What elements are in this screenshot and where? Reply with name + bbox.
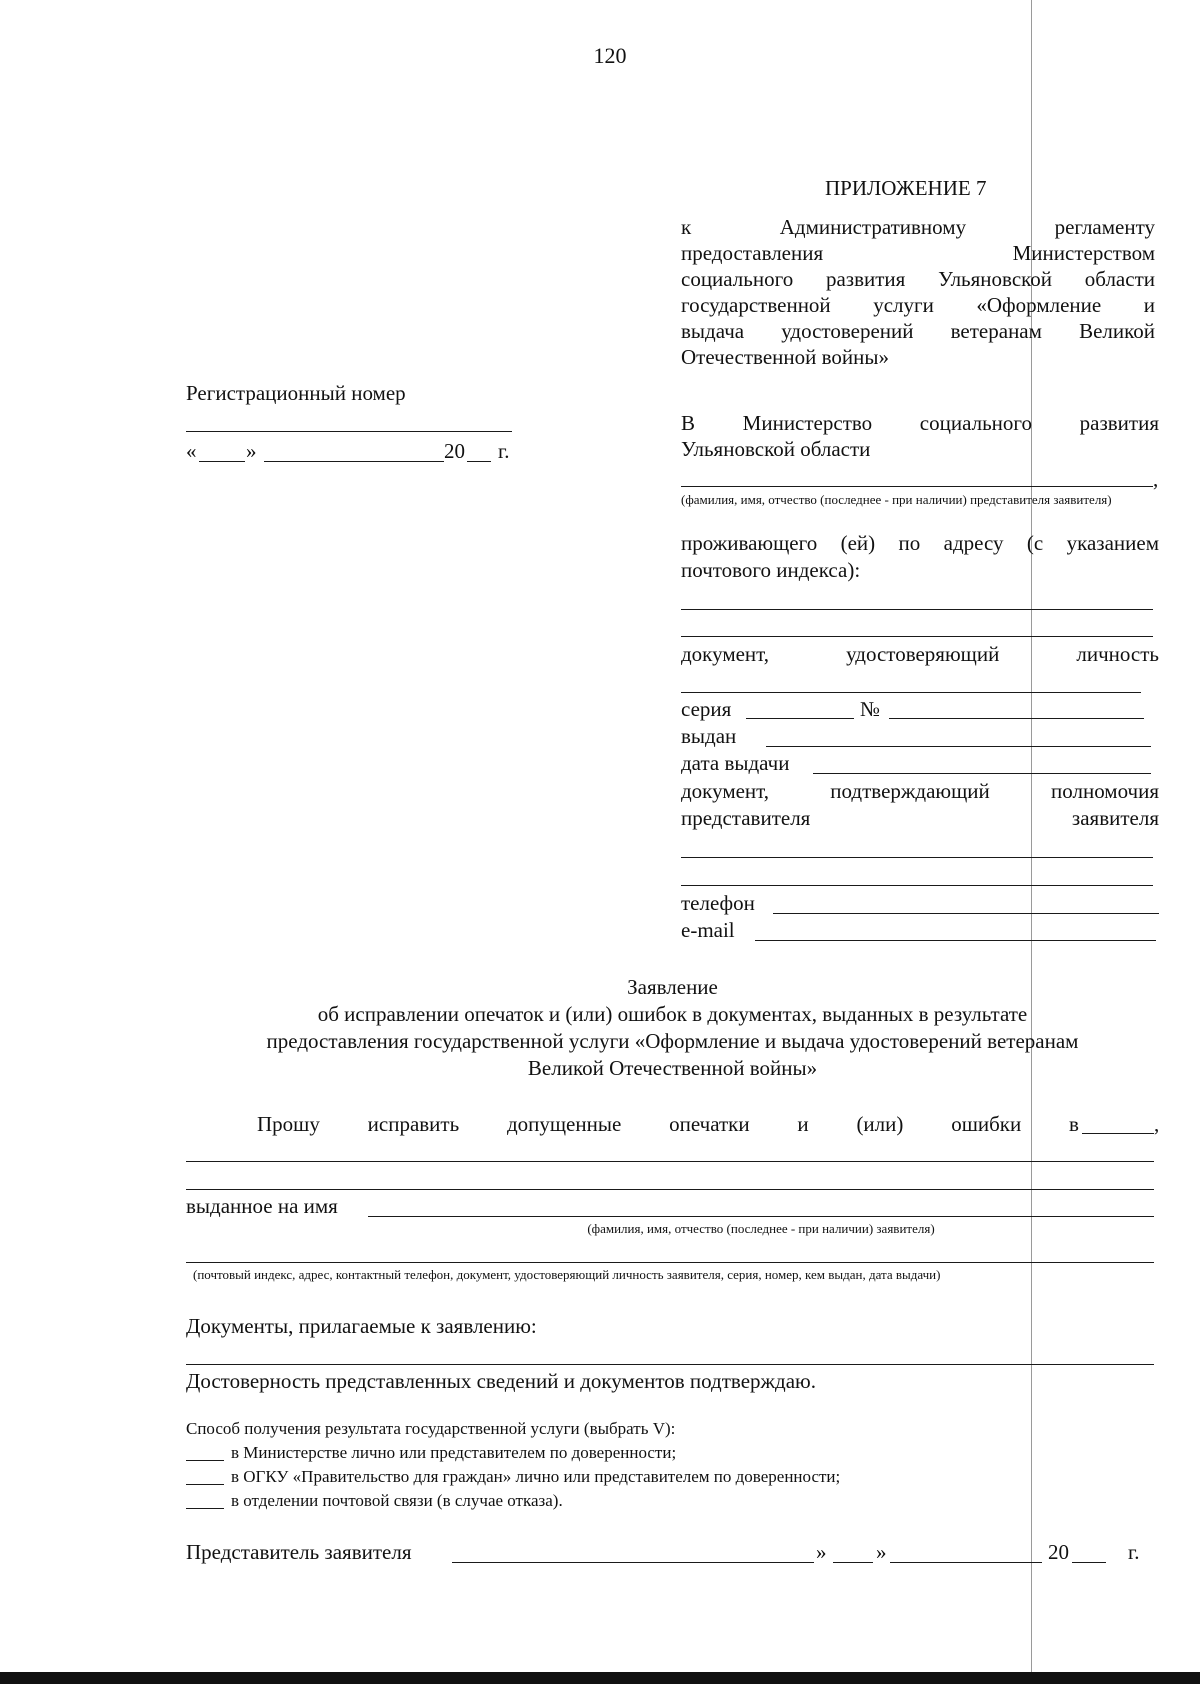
issued-field[interactable]	[766, 746, 1151, 747]
id-document-field[interactable]	[681, 692, 1141, 693]
signature-year-field[interactable]	[1072, 1562, 1106, 1563]
applicant-contacts-hint: (почтовый индекс, адрес, контактный телефон, документ, удостоверяющий личность заявителя, серия, номер, кем выдан, дата выдачи)	[193, 1267, 941, 1282]
issue-date-field[interactable]	[813, 773, 1151, 774]
applicant-name-field[interactable]	[368, 1216, 1154, 1217]
number-field[interactable]	[889, 718, 1144, 719]
request-word: в	[1069, 1112, 1079, 1136]
comma: ,	[1154, 1112, 1160, 1136]
applicant-name-hint: (фамилия, имя, отчество (последнее - при наличии) заявителя)	[587, 1221, 935, 1236]
email-field[interactable]	[755, 940, 1156, 941]
authority-line: документ, подтверждающий полномочия	[681, 779, 1159, 803]
signature-year-prefix: 20	[1048, 1540, 1069, 1564]
registration-month-field[interactable]	[264, 461, 444, 462]
method-checkbox-3[interactable]	[186, 1508, 224, 1509]
request-word: опечатки	[669, 1112, 750, 1136]
representative-name-field[interactable]	[681, 486, 1153, 487]
signature-label: Представитель заявителя	[186, 1540, 412, 1564]
representative-name-hint: (фамилия, имя, отчество (последнее - при наличии) представителя заявителя)	[681, 492, 1112, 507]
request-word: допущенные	[506, 1112, 622, 1136]
address-line: почтового индекса):	[681, 558, 861, 582]
request-word: и	[797, 1112, 809, 1136]
id-document-label: документ, удостоверяющий личность	[681, 642, 1159, 666]
request-word: Прошу	[257, 1112, 320, 1136]
request-word: исправить	[367, 1112, 460, 1136]
method-checkbox-2[interactable]	[186, 1484, 224, 1485]
comma: ,	[1153, 467, 1159, 491]
method-option: в Министерстве лично или представителем по доверенности;	[231, 1443, 677, 1462]
address-field-1[interactable]	[681, 609, 1153, 610]
statement-subtitle: Великой Отечественной войны»	[527, 1056, 818, 1080]
appendix-title: ПРИЛОЖЕНИЕ 7	[825, 176, 987, 200]
registration-day-field[interactable]	[199, 461, 245, 462]
phone-field[interactable]	[773, 913, 1159, 914]
request-field-1[interactable]	[186, 1161, 1154, 1162]
attached-documents-field[interactable]	[186, 1364, 1154, 1365]
statement-title: Заявление	[627, 975, 718, 999]
page-number: 120	[593, 43, 627, 68]
registration-year-suffix: г.	[498, 439, 510, 463]
signature-quote: »	[816, 1540, 827, 1564]
series-label: серия	[681, 697, 732, 721]
request-field-2[interactable]	[186, 1189, 1154, 1190]
request-line	[257, 1111, 1079, 1137]
appendix-line: государственной услуги «Оформление и	[681, 293, 1155, 317]
addressee-line: В Министерство социального развития	[681, 411, 1159, 435]
registration-date-close-quote: »	[246, 439, 257, 463]
issued-label: выдан	[681, 724, 737, 748]
method-title: Способ получения результата государственной услуги (выбрать V):	[186, 1419, 676, 1438]
address-line: проживающего (ей) по адресу (с указанием	[681, 531, 1159, 555]
signature-month-field[interactable]	[890, 1562, 1042, 1563]
signature-day-field[interactable]	[833, 1562, 873, 1563]
request-word: (или)	[856, 1112, 904, 1136]
method-option: в ОГКУ «Правительство для граждан» лично или представителем по доверенности;	[231, 1467, 841, 1486]
authority-line: представителя заявителя	[681, 806, 1159, 830]
addressee-line: Ульяновской области	[681, 437, 871, 461]
appendix-line: выдача удостоверений ветеранам Великой	[681, 319, 1155, 343]
confirmation-text: Достоверность представленных сведений и документов подтверждаю.	[186, 1369, 816, 1393]
signature-field[interactable]	[452, 1562, 814, 1563]
appendix-text	[681, 214, 1155, 370]
phone-label: телефон	[681, 891, 755, 915]
registration-year-prefix: 20	[444, 439, 465, 463]
authority-field-2[interactable]	[681, 885, 1153, 886]
scan-bottom-border	[0, 1672, 1200, 1684]
registration-date-open-quote: «	[186, 439, 197, 463]
registration-year-field[interactable]	[467, 461, 491, 462]
signature-year-suffix: г.	[1128, 1540, 1140, 1564]
statement-subtitle: об исправлении опечаток и (или) ошибок в документах, выданных в результате	[317, 1002, 1028, 1026]
issued-to-label: выданное на имя	[186, 1194, 338, 1218]
authority-field-1[interactable]	[681, 857, 1153, 858]
email-label: e-mail	[681, 918, 735, 942]
registration-number-field[interactable]	[186, 431, 512, 432]
document-name-field[interactable]	[1082, 1133, 1154, 1134]
number-label: №	[860, 697, 881, 721]
applicant-contacts-field[interactable]	[186, 1262, 1154, 1263]
appendix-line: Отечественной войны»	[681, 345, 889, 369]
appendix-line: предоставления Министерством	[681, 241, 1155, 265]
signature-quote: »	[876, 1540, 887, 1564]
statement-subtitle: предоставления государственной услуги «Оформление и выдача удостоверений ветеранам	[266, 1029, 1079, 1053]
appendix-line: социального развития Ульяновской области	[681, 267, 1155, 291]
method-option: в отделении почтовой связи (в случае отказа).	[231, 1491, 563, 1510]
appendix-line: к Административному регламенту	[681, 215, 1155, 239]
request-word: ошибки	[951, 1112, 1022, 1136]
registration-label: Регистрационный номер	[186, 381, 406, 405]
series-field[interactable]	[746, 718, 854, 719]
issue-date-label: дата выдачи	[681, 751, 790, 775]
method-checkbox-1[interactable]	[186, 1460, 224, 1461]
attached-documents-label: Документы, прилагаемые к заявлению:	[186, 1314, 537, 1338]
address-field-2[interactable]	[681, 636, 1153, 637]
